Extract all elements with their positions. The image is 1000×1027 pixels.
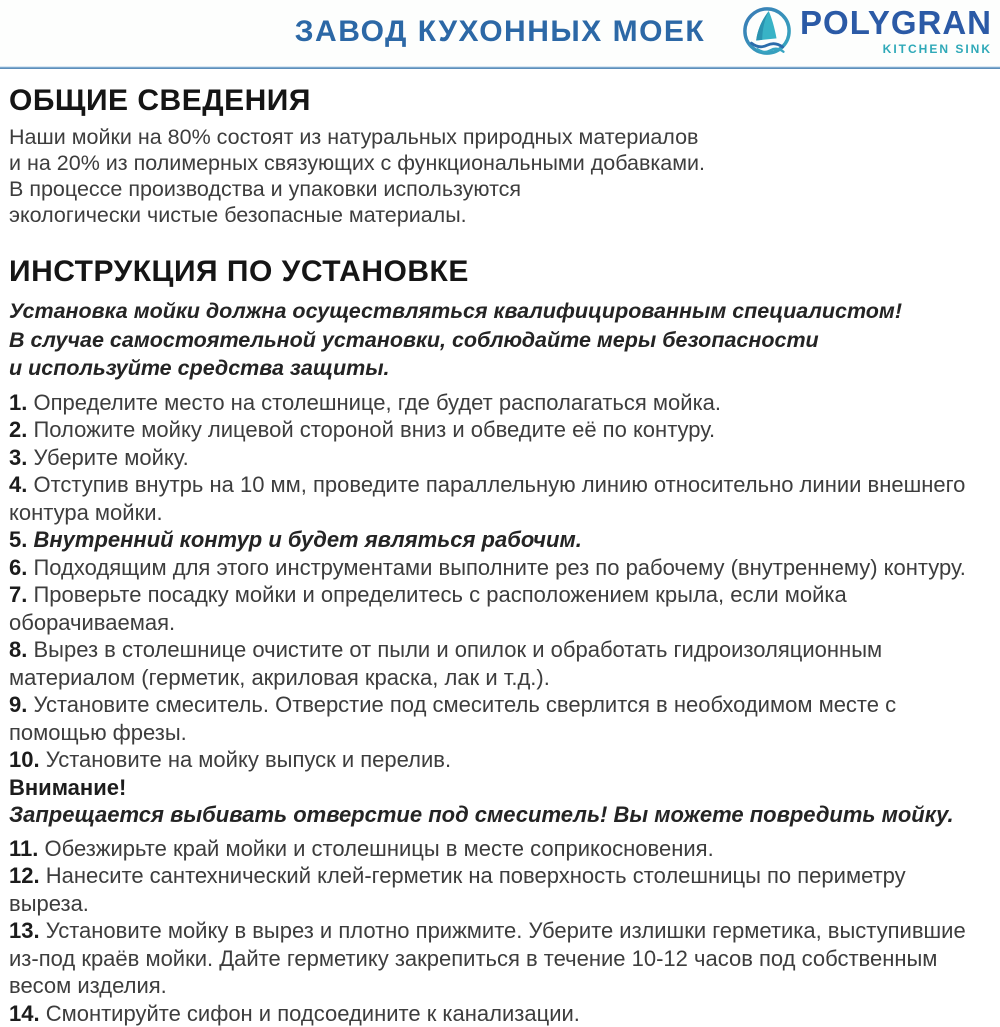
header-divider — [0, 66, 1000, 69]
step-number: 14. — [9, 1001, 40, 1026]
instruction-steps-1-10 — [9, 389, 986, 774]
instruction-step — [9, 389, 986, 417]
step-number: 4. — [9, 472, 27, 497]
step-text: Установите мойку в вырез и плотно прижмите. Уберите излишки герметика, выступившие из-под краёв мойки. Дайте герметику закрепиться в течение 10-12 часов под собственным весом изделия. — [9, 918, 966, 998]
instruction-step — [9, 917, 986, 1000]
step-text: Уберите мойку. — [27, 445, 188, 470]
instruction-step — [9, 1000, 986, 1027]
step-text: Обезжирьте край мойки и столешницы в месте соприкосновения. — [38, 836, 713, 861]
paragraph-line: и на 20% из полимерных связующих с функциональными добавками. — [9, 150, 986, 176]
step-number: 12. — [9, 863, 40, 888]
step-text: Вырез в столешнице очистите от пыли и опилок и обработать гидроизоляционным материалом (герметик, акриловая краска, лак и т.д.). — [9, 637, 882, 690]
step-number: 9. — [9, 692, 27, 717]
step-number: 7. — [9, 582, 27, 607]
instruction-step — [9, 471, 986, 526]
warning-line: Установка мойки должна осуществляться квалифицированным специалистом! — [9, 297, 986, 326]
paragraph-line: экологически чистые безопасные материалы. — [9, 202, 986, 228]
instruction-step — [9, 835, 986, 863]
install-instructions-heading: ИНСТРУКЦИЯ ПО УСТАНОВКЕ — [9, 255, 986, 288]
step-text: Подходящим для этого инструментами выполните рез по рабочему (внутреннему) контуру. — [27, 555, 966, 580]
step-text: Определите место на столешнице, где будет располагаться мойка. — [27, 390, 721, 415]
instruction-step — [9, 862, 986, 917]
instruction-step — [9, 444, 986, 472]
step-number: 2. — [9, 417, 27, 442]
step-number: 6. — [9, 555, 27, 580]
content — [0, 84, 1000, 1027]
page-header — [0, 0, 1000, 66]
instruction-step — [9, 526, 986, 554]
instruction-step — [9, 636, 986, 691]
instruction-step — [9, 554, 986, 582]
instruction-step — [9, 581, 986, 636]
brand-subtitle: KITCHEN SINK — [883, 42, 992, 56]
general-info-paragraph — [9, 124, 986, 228]
install-warning-paragraph — [9, 297, 986, 383]
instruction-step — [9, 746, 986, 774]
paragraph-line: Наши мойки на 80% состоят из натуральных природных материалов — [9, 124, 986, 150]
step-text: Установите на мойку выпуск и перелив. — [40, 747, 451, 772]
instruction-steps-11-14 — [9, 835, 986, 1027]
attention-text: Запрещается выбивать отверстие под смеситель! Вы можете повредить мойку. — [9, 801, 986, 829]
step-text: Внутренний контур и будет являться рабочим. — [27, 527, 581, 552]
step-number: 1. — [9, 390, 27, 415]
instruction-step — [9, 416, 986, 444]
paragraph-line: В процессе производства и упаковки используются — [9, 176, 986, 202]
general-info-heading: ОБЩИЕ СВЕДЕНИЯ — [9, 84, 986, 117]
step-text: Нанесите сантехнический клей-герметик на поверхность столешницы по периметру выреза. — [9, 863, 906, 916]
step-number: 8. — [9, 637, 27, 662]
step-number: 10. — [9, 747, 40, 772]
step-number: 5. — [9, 527, 27, 552]
attention-block — [9, 774, 986, 829]
step-number: 13. — [9, 918, 40, 943]
step-text: Установите смеситель. Отверстие под смеситель сверлится в необходимом месте с помощью фрезы. — [9, 692, 896, 745]
step-text: Смонтируйте сифон и подсоедините к канализации. — [40, 1001, 580, 1026]
step-text: Положите мойку лицевой стороной вниз и обведите её по контуру. — [27, 417, 715, 442]
brand-name: POLYGRAN — [800, 6, 992, 41]
instruction-step — [9, 691, 986, 746]
warning-line: В случае самостоятельной установки, соблюдайте меры безопасности — [9, 326, 986, 355]
polygran-sail-icon — [741, 5, 793, 57]
brand-text-block — [800, 6, 992, 56]
step-text: Отступив внутрь на 10 мм, проведите параллельную линию относительно линии внешнего контура мойки. — [9, 472, 965, 525]
warning-line: и используйте средства защиты. — [9, 354, 986, 383]
brand-logo — [741, 5, 992, 57]
attention-label: Внимание! — [9, 774, 986, 802]
header-title: ЗАВОД КУХОННЫХ МОЕК — [0, 15, 1000, 49]
step-number: 3. — [9, 445, 27, 470]
step-text: Проверьте посадку мойки и определитесь с расположением крыла, если мойка оборачиваемая. — [9, 582, 847, 635]
step-number: 11. — [9, 836, 38, 861]
